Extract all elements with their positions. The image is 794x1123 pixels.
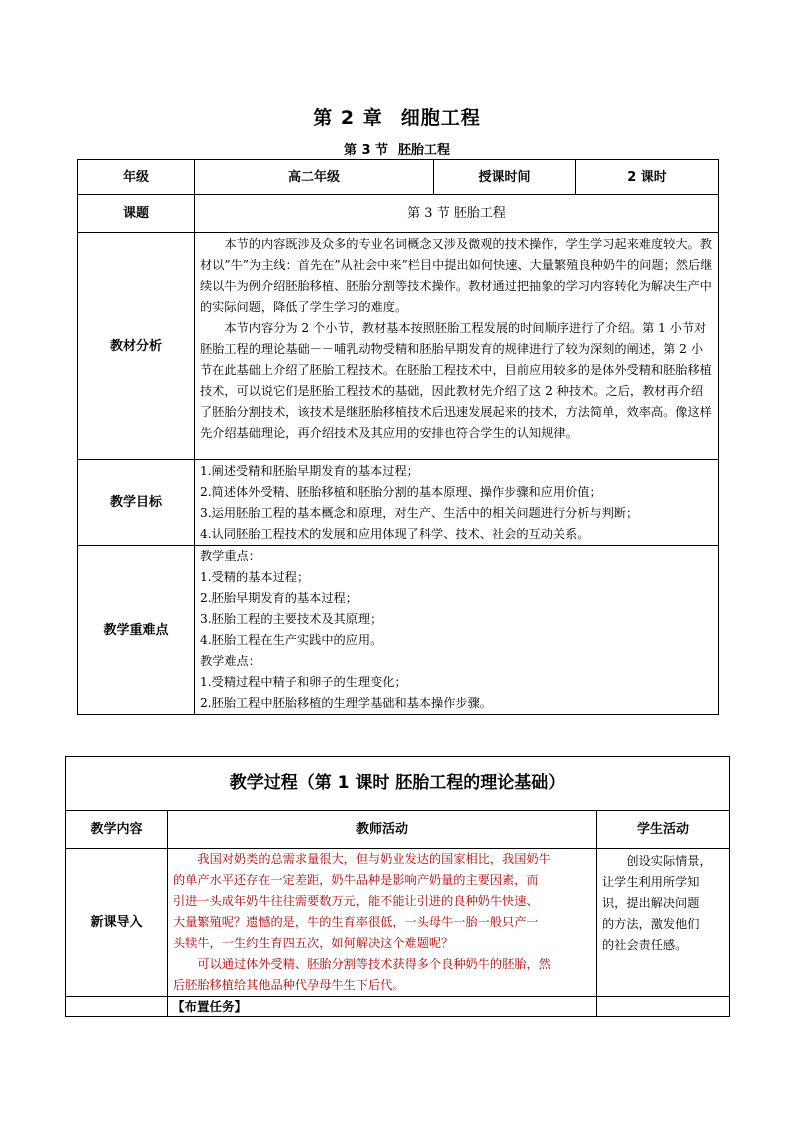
process-title: 教学过程（第 1 课时 胚胎工程的理论基础）	[66, 757, 730, 811]
grade-row	[78, 160, 719, 195]
section-number: 第 3 节	[343, 143, 389, 158]
process-header-row	[66, 811, 730, 849]
keypoint-item: 3.胚胎工程的主要技术及其原理；	[200, 612, 383, 626]
grade-label: 年级	[78, 160, 195, 195]
analysis-cell	[195, 233, 719, 460]
keypoint-item: 4.胚胎工程在生产实践中的应用。	[200, 633, 383, 647]
keypoints-row	[78, 546, 719, 715]
analysis-paragraph-2: 本节内容分为 2 个小节，教材基本按照胚胎工程发展的时间顺序进行了介绍。第 1 小节对胚胎工程的理论基础－－哺乳动物受精和胚胎早期发育的规律进行了较为深刻的阐述，第 2 小节在此基础上介绍了胚胎工程技术。在胚胎工程技术中，目前应用较多的是体外受精和胚胎移植技术，可以说它们是胚胎工程技术的基础，因此教材先介绍了这 2 种技术。之后，教材再介绍了胚胎分割技术，该技术是继胚胎移植技术后迅速发展起来的技术，方法简单，效率高。像这样先介绍基础理论，再介绍技术及其应用的安排也符合学生的认知规律。	[200, 321, 712, 440]
class-time-value: 2 课时	[576, 160, 719, 195]
col-header-content: 教学内容	[66, 811, 168, 849]
chapter-title	[0, 103, 794, 130]
keypoint-heading: 教学重点：	[200, 549, 261, 563]
goal-item: 3.运用胚胎工程的基本概念和原理，对生产、生活中的相关问题进行分析与判断；	[200, 505, 639, 520]
analysis-label: 教材分析	[78, 233, 195, 460]
difficulty-item: 2.胚胎工程中胚胎移植的生理学基础和基本操作步骤。	[200, 696, 492, 710]
goals-label: 教学目标	[78, 460, 195, 546]
keypoints-cell	[195, 546, 719, 715]
intro-teacher-line: 引进一头成年奶牛往往需要数万元，能不能让引进的良种奶牛快速、	[173, 894, 539, 908]
intro-student-line: 的社会责任感。	[602, 938, 688, 952]
task-student-cell	[597, 997, 730, 1017]
intro-teacher-line: 头犊牛，一生约生育四五次，如何解决这个难题呢？	[173, 936, 454, 950]
goal-item: 1.阐述受精和胚胎早期发育的基本过程；	[200, 463, 419, 478]
task-label: 【布置任务】	[168, 997, 597, 1017]
intro-teacher-line: 大量繁殖呢？遗憾的是，牛的生育率很低，一头母牛一胎一般只产一	[173, 915, 539, 929]
topic-value: 第 3 节 胚胎工程	[195, 195, 719, 233]
keypoints-label: 教学重难点	[78, 546, 195, 715]
difficulty-item: 1.受精过程中精子和卵子的生理变化；	[200, 675, 407, 689]
topic-row	[78, 195, 719, 233]
intro-student-line: 创设实际情景，	[626, 854, 712, 868]
intro-student-line: 的方法，激发他们	[602, 917, 700, 931]
topic-label: 课题	[78, 195, 195, 233]
chapter-name: 细胞工程	[400, 107, 481, 129]
section-title	[0, 139, 794, 158]
keypoint-item: 1.受精的基本过程；	[200, 570, 310, 584]
intro-teacher-line: 后胚胎移植给其他品种代孕母牛生下后代。	[173, 978, 405, 992]
goals-cell	[195, 460, 719, 546]
class-time-label: 授课时间	[434, 160, 576, 195]
intro-label: 新课导入	[66, 849, 168, 997]
intro-row	[66, 849, 730, 997]
intro-teacher-line: 的单产水平还存在一定差距，奶牛品种是影响产奶量的主要因素，而	[173, 873, 539, 887]
task-empty-cell	[66, 997, 168, 1017]
process-title-row	[66, 757, 730, 811]
intro-teacher-line: 我国对奶类的总需求量很大，但与奶业发达的国家相比，我国奶牛	[197, 852, 551, 866]
analysis-row	[78, 233, 719, 460]
intro-teacher-line: 可以通过体外受精、胚胎分割等技术获得多个良种奶牛的胚胎，然	[197, 957, 551, 971]
goal-item: 4.认同胚胎工程技术的发展和应用体现了科学、技术、社会的互动关系。	[200, 526, 590, 541]
section-name: 胚胎工程	[398, 143, 451, 158]
intro-student-line: 识，提出解决问题	[602, 896, 700, 910]
task-row	[66, 997, 730, 1017]
difficulty-heading: 教学难点：	[200, 654, 261, 668]
grade-value: 高二年级	[195, 160, 434, 195]
analysis-paragraph-1: 本节的内容既涉及众多的专业名词概念又涉及微观的技术操作，学生学习起来难度较大。教材以”牛”为主线：首先在”从社会中来”栏目中提出如何快速、大量繁殖良种奶牛的问题；然后继续以牛为例介绍胚胎移植、胚胎分割等技术操作。教材通过把抽象的学习内容转化为解决生产中的实际问题，降低了学生学习的难度。	[200, 237, 713, 314]
lesson-info-table	[77, 159, 719, 715]
goals-row	[78, 460, 719, 546]
teaching-process-table	[65, 756, 730, 1017]
intro-student-line: 让学生利用所学知	[602, 875, 700, 889]
intro-student-cell	[597, 849, 730, 997]
chapter-number: 第 2 章	[313, 107, 383, 129]
intro-teacher-cell	[168, 849, 597, 997]
col-header-student: 学生活动	[597, 811, 730, 849]
col-header-teacher: 教师活动	[168, 811, 597, 849]
keypoint-item: 2.胚胎早期发育的基本过程；	[200, 591, 358, 605]
goal-item: 2.简述体外受精、胚胎移植和胚胎分割的基本原理、操作步骤和应用价值；	[200, 484, 602, 499]
